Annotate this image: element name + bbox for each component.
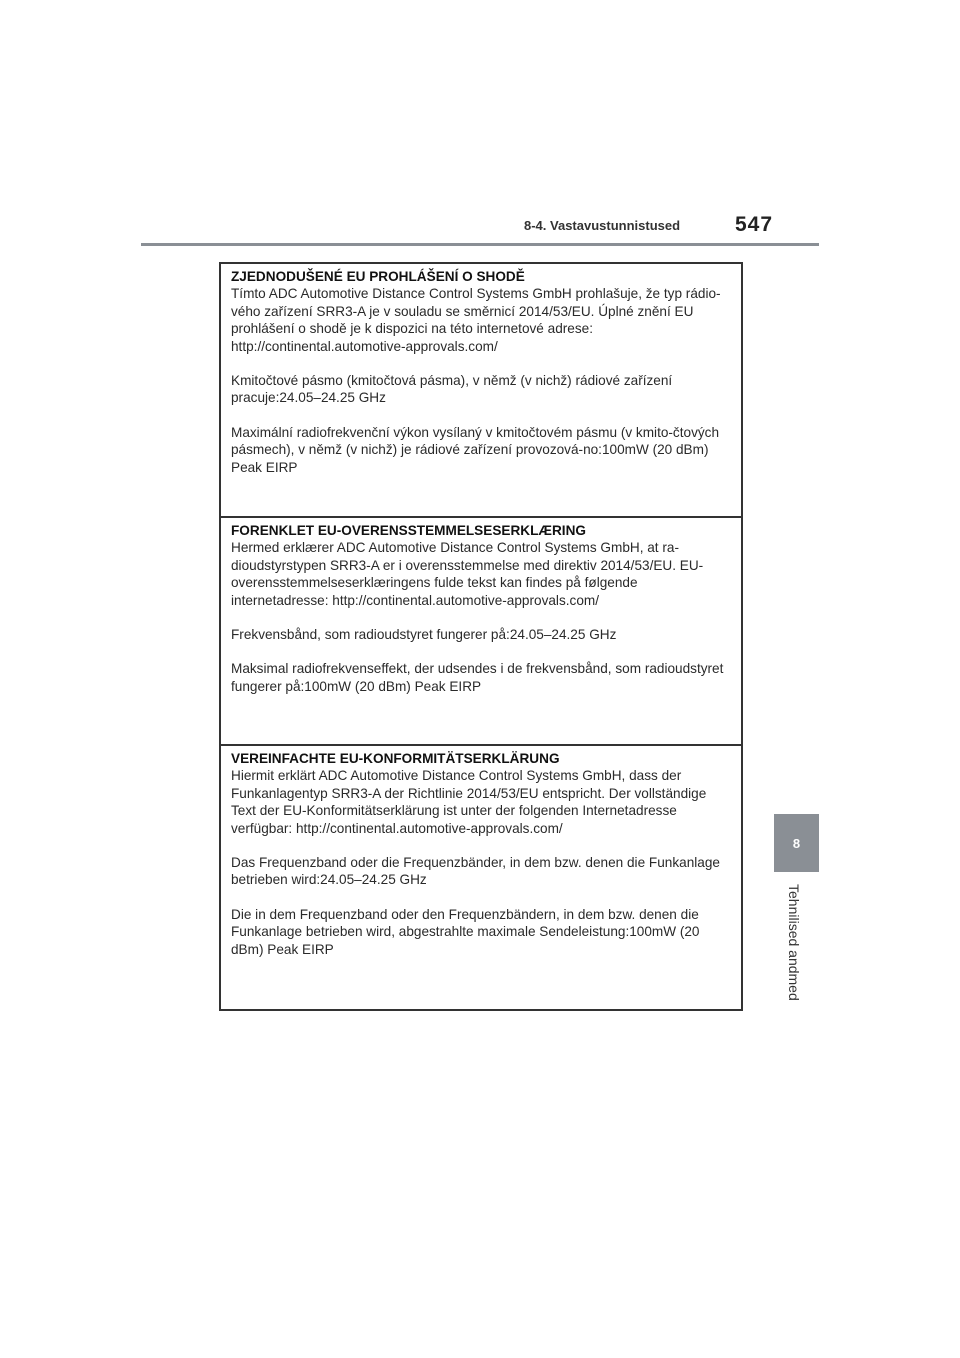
declaration-paragraph: Maximální radiofrekvenční výkon vysílaný v kmitočtovém pásmu (v kmito-čtových pásmech), v němž (v nichž) je rádiové zařízení provozová-no:100mW (20 dBm) Peak EIRP bbox=[231, 424, 720, 475]
declaration-title: ZJEDNODUŠENÉ EU PROHLÁŠENÍ O SHODĚ bbox=[231, 269, 525, 284]
declaration-paragraph: Kmitočtové pásmo (kmitočtová pásma), v němž (v nichž) rádiové zařízení pracuje:24.05–24.25 GHz bbox=[231, 373, 673, 406]
declaration-paragraph: Hermed erklærer ADC Automotive Distance Control Systems GmbH, at ra-dioudstyrstypen SRR3-A er i overensstemmelse med direktiv 2014/53/EU. EU-overensstemmelseserklæringens fulde tekst kan findes på følgende internetadresse: http://continental.automotive-approvals.com/ bbox=[231, 540, 704, 608]
declaration-paragraph: Tímto ADC Automotive Distance Control Systems GmbH prohlašuje, že typ rádio-vého zařízení SRR3-A je v souladu se směrnicí 2014/53/EU. Úplné znění EU prohlášení o shodě je k dispozici na této internetové adrese: http://continental.automotive-approvals.com/ bbox=[231, 286, 721, 354]
chapter-number: 8 bbox=[792, 835, 801, 851]
section-title: 8-4. Vastavustunnistused bbox=[524, 218, 681, 233]
declaration-danish bbox=[221, 516, 741, 744]
declaration-paragraph: Das Frequenzband oder die Frequenzbänder, in dem bzw. denen die Funkanlage betrieben wird:24.05–24.25 GHz bbox=[231, 855, 720, 888]
declaration-czech bbox=[221, 264, 741, 516]
declaration-paragraph: Hiermit erklärt ADC Automotive Distance Control Systems GmbH, dass der Funkanlagentyp SRR3-A der Richtlinie 2014/53/EU entspricht. Der vollständige Text der EU-Konformitätserklärung ist unter der folgenden Internetadresse verfügbar: http://continental.automotive-approvals.com/ bbox=[231, 768, 707, 836]
declaration-german bbox=[221, 744, 741, 1009]
chapter-tab bbox=[774, 814, 819, 872]
declaration-paragraph: Frekvensbånd, som radioudstyret fungerer på:24.05–24.25 GHz bbox=[231, 627, 617, 643]
header-divider bbox=[141, 243, 819, 246]
declaration-title: VEREINFACHTE EU-KONFORMITÄTSERKLÄRUNG bbox=[231, 751, 560, 766]
declaration-paragraph: Maksimal radiofrekvenseffekt, der udsendes i de frekvensbånd, som radioudstyret fungerer på:100mW (20 dBm) Peak EIRP bbox=[231, 661, 724, 694]
declaration-title: FORENKLET EU-OVERENSSTEMMELSESERKLÆRING bbox=[231, 523, 586, 538]
declaration-paragraph: Die in dem Frequenzband oder den Frequenzbändern, in dem bzw. denen die Funkanlage betrieben wird, abgestrahlte maximale Sendeleistung:100mW (20 dBm) Peak EIRP bbox=[231, 906, 700, 957]
page-number: 547 bbox=[735, 213, 774, 236]
declarations-box bbox=[219, 262, 743, 1011]
chapter-title: Tehnilised andmed bbox=[786, 884, 802, 1001]
